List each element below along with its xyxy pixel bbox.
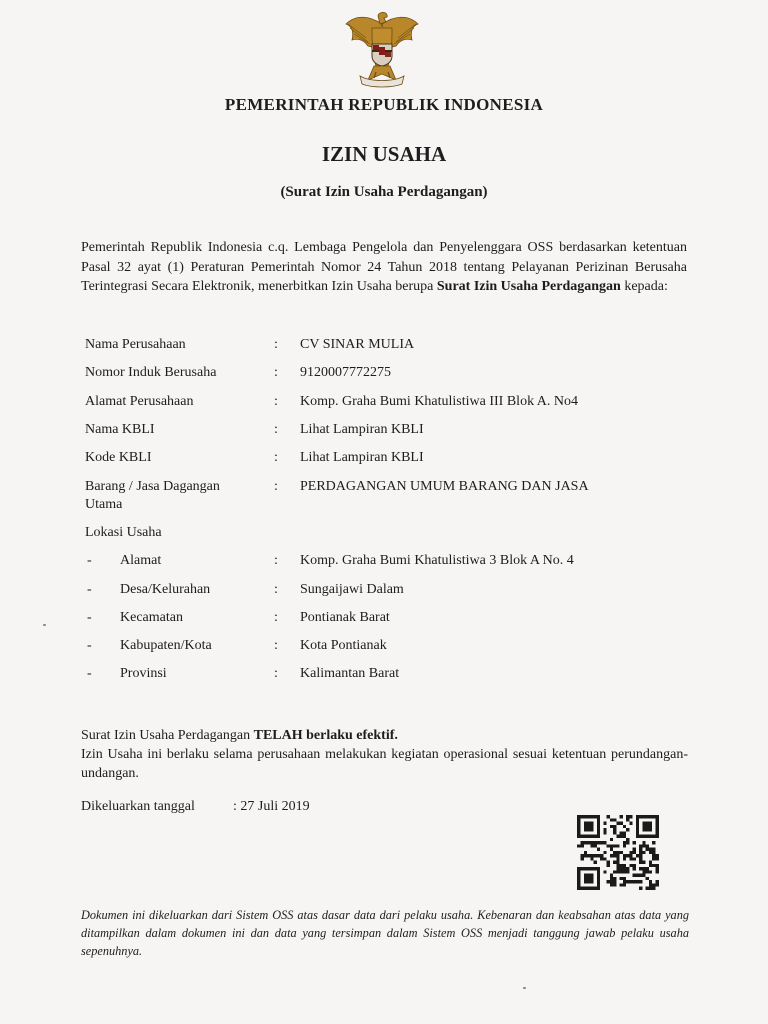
- location-label-text: Provinsi: [120, 666, 167, 681]
- field-value: PERDAGANGAN UMUM BARANG DAN JASA: [300, 479, 589, 494]
- location-label: [85, 581, 260, 599]
- field-label: Nama KBLI: [85, 422, 155, 437]
- location-label: [85, 665, 260, 683]
- field-colon: :: [274, 553, 278, 568]
- location-label-text: Kabupaten/Kota: [120, 638, 212, 653]
- qr-code-icon: [577, 815, 659, 890]
- intro-text: Pemerintah Republik Indonesia c.q. Lembaga Pengelola dan Penyelenggara OSS berdasarkan ketentuan Pasal 32 ayat (1) Peraturan Pemerintah Nomor 24 Tahun 2018 tentang Pelayanan Perizinan Berusaha Terintegrasi Secara Elektronik, menerbitkan Izin Usaha berupa: [81, 240, 687, 295]
- location-label-text: Kecamatan: [120, 610, 183, 625]
- disclaimer-text: Dokumen ini dikeluarkan dari Sistem OSS atas dasar data dari pelaku usaha. Kebenaran dan keabsahan atas data yang ditampilkan dalam dokumen ini dan data yang tersimpan dalam Sistem OSS menjadi tanggung jawab pelaku usaha sepenuhnya.: [81, 908, 689, 958]
- location-value: Kalimantan Barat: [300, 666, 400, 681]
- list-dash: -: [87, 666, 92, 681]
- field-colon: :: [274, 610, 278, 625]
- validity-line-2: Izin Usaha ini berlaku selama perusahaan melakukan kegiatan operasional sesuai ketentuan perundangan-undangan.: [81, 747, 688, 781]
- field-label: Nomor Induk Berusaha: [85, 365, 217, 380]
- garuda-emblem-icon: [342, 10, 422, 88]
- validity-statement: [81, 726, 688, 783]
- list-dash: -: [87, 610, 92, 625]
- field-colon: :: [274, 422, 278, 437]
- intro-text-end: kepada:: [624, 279, 668, 295]
- field-value: 9120007772275: [300, 365, 391, 380]
- field-label: Nama Perusahaan: [85, 337, 186, 352]
- government-heading: PEMERINTAH REPUBLIK INDONESIA: [224, 95, 544, 114]
- intro-bold-text: Surat Izin Usaha Perdagangan: [436, 279, 621, 295]
- field-colon: :: [274, 365, 278, 380]
- validity-status: TELAH berlaku efektif.: [253, 728, 398, 743]
- field-colon: :: [274, 638, 278, 653]
- scan-speck: [43, 624, 46, 626]
- intro-paragraph: [81, 238, 687, 297]
- validity-prefix: Surat Izin Usaha Perdagangan: [81, 728, 251, 743]
- field-value: Komp. Graha Bumi Khatulistiwa III Blok A. No4: [300, 394, 579, 409]
- document-subtitle: (Surat Izin Usaha Perdagangan): [280, 184, 488, 200]
- field-colon: :: [274, 450, 278, 465]
- field-colon: :: [274, 394, 278, 409]
- field-colon: :: [274, 582, 278, 597]
- document-title: IZIN USAHA: [321, 142, 447, 166]
- issued-date-value: : 27 Juli 2019: [233, 799, 310, 814]
- field-label: Kode KBLI: [85, 450, 152, 465]
- location-value: Kota Pontianak: [300, 638, 387, 653]
- field-label: Barang / Jasa Dagangan Utama: [85, 479, 220, 512]
- list-dash: -: [87, 582, 92, 597]
- location-heading: Lokasi Usaha: [85, 525, 162, 540]
- field-value: Lihat Lampiran KBLI: [300, 450, 424, 465]
- field-colon: :: [274, 337, 278, 352]
- field-colon: :: [274, 479, 278, 494]
- field-colon: :: [274, 666, 278, 681]
- scan-speck: [523, 987, 526, 989]
- field-value: Lihat Lampiran KBLI: [300, 422, 424, 437]
- location-label-text: Desa/Kelurahan: [120, 582, 211, 597]
- issued-date-label: Dikeluarkan tanggal: [81, 799, 195, 814]
- location-label: [85, 609, 260, 627]
- location-value: Pontianak Barat: [300, 610, 390, 625]
- location-label: [85, 637, 260, 655]
- location-value: Sungaijawi Dalam: [300, 582, 404, 597]
- field-value: CV SINAR MULIA: [300, 337, 415, 352]
- location-value: Komp. Graha Bumi Khatulistiwa 3 Blok A No. 4: [300, 553, 574, 568]
- location-label: [85, 552, 260, 570]
- validity-line-1: [81, 726, 688, 745]
- field-label: Alamat Perusahaan: [85, 394, 194, 409]
- list-dash: -: [87, 638, 92, 653]
- location-label-text: Alamat: [120, 553, 162, 568]
- list-dash: -: [87, 553, 92, 568]
